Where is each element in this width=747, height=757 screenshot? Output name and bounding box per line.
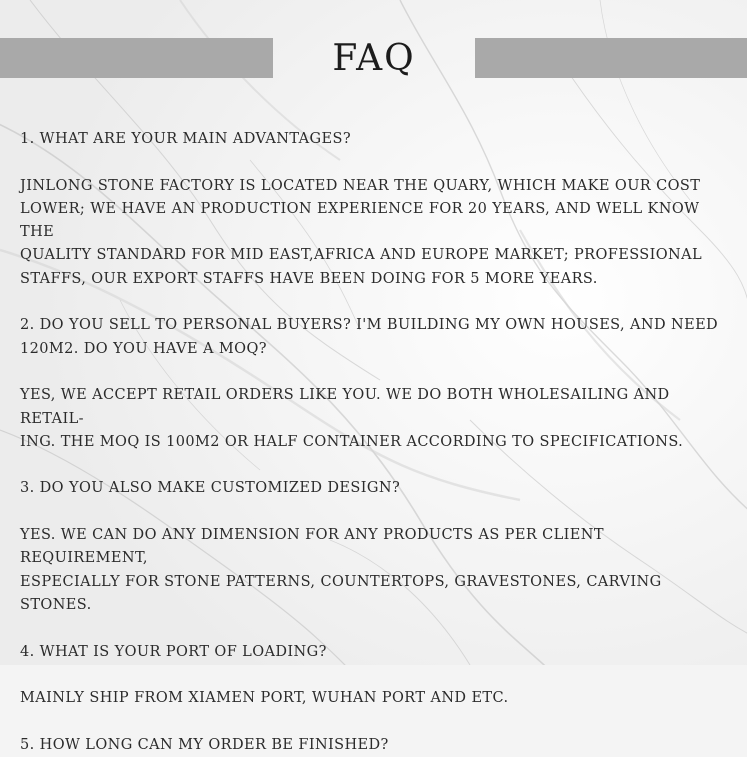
- page-title: FAQ: [332, 38, 416, 79]
- faq-question-4: 4. WHAT IS YOUR PORT OF LOADING?: [20, 643, 327, 660]
- faq-list: [20, 128, 725, 757]
- faq-answer-1: JINLONG STONE FACTORY IS LOCATED NEAR THE QUARY, WHICH MAKE OUR COST LOWER; WE HAVE AN PRODUCTION EXPERIENCE FOR 20 YEARS, AND WELL KNOW THE QUALITY STANDARD FOR MID EAST,AFRICA AND EUROPE MARKET; PROFESSIONAL STAFFS, OUR EXPORT STAFFS HAVE BEEN DOING FOR 5 MORE YEARS.: [20, 177, 703, 287]
- header-bar-right: [475, 38, 747, 78]
- faq-question-3: 3. DO YOU ALSO MAKE CUSTOMIZED DESIGN?: [20, 480, 401, 497]
- faq-header: [0, 38, 747, 78]
- faq-question-1: 1. WHAT ARE YOUR MAIN ADVANTAGES?: [20, 131, 351, 147]
- faq-question-2: 2. DO YOU SELL TO PERSONAL BUYERS? I'M BUILDING MY OWN HOUSES, AND NEED 120M2. DO YOU HAVE A MOQ?: [20, 317, 719, 357]
- faq-question-5: 5. HOW LONG CAN MY ORDER BE FINISHED?: [20, 736, 389, 753]
- faq-answer-4: MAINLY SHIP FROM XIAMEN PORT, WUHAN PORT AND ETC.: [20, 690, 509, 707]
- header-bar-left: [0, 38, 273, 78]
- faq-answer-3: YES. WE CAN DO ANY DIMENSION FOR ANY PRODUCTS AS PER CLIENT REQUIREMENT, ESPECIALLY FOR STONE PATTERNS, COUNTERTOPS, GRAVESTONES, CARVING STONES.: [20, 527, 662, 613]
- faq-answer-2: YES, WE ACCEPT RETAIL ORDERS LIKE YOU. WE DO BOTH WHOLESAILING AND RETAIL- ING. THE MOQ IS 100M2 OR HALF CONTAINER ACCORDING TO SPECIFICATIONS.: [20, 387, 684, 450]
